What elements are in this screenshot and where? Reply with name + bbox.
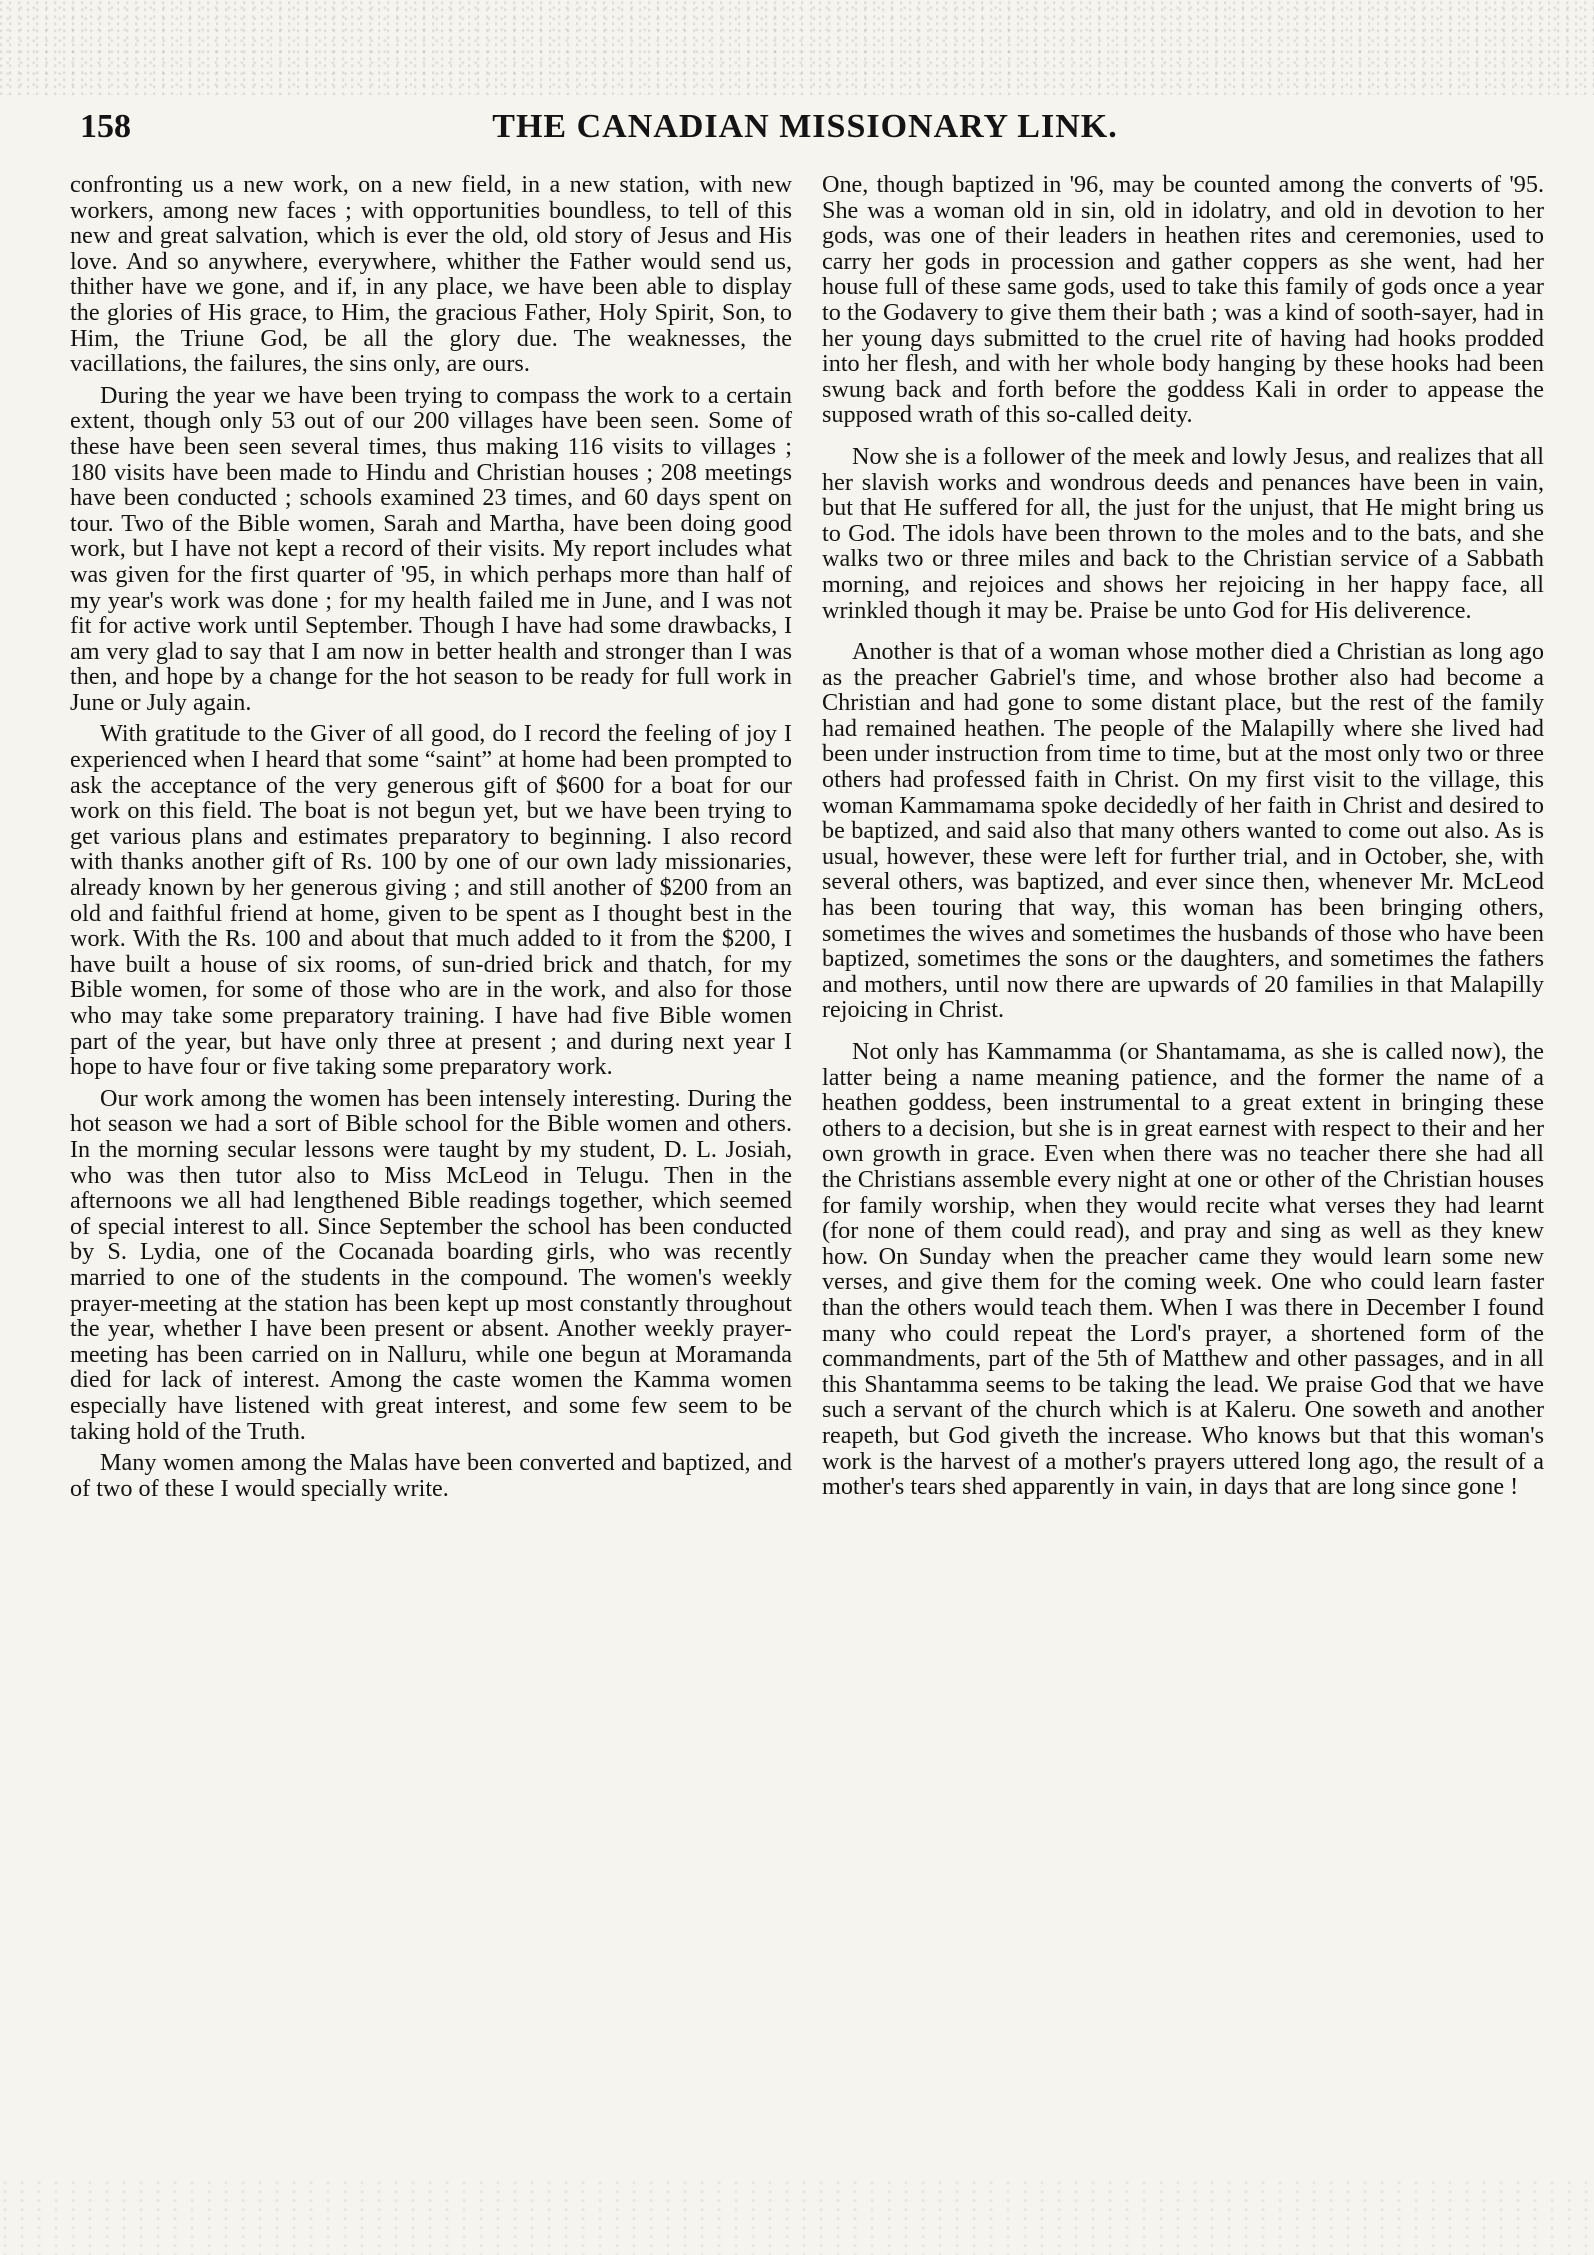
paper-speckle-top — [0, 0, 1594, 95]
right-column — [822, 172, 1544, 1506]
paragraph: Now she is a follower of the meek and lowly Jesus, and realizes that all her slavish works and wondrous deeds and penances have been in vain, but that He suffered for all, the just for the unjust, that He might bring us to God. The idols have been thrown to the moles and to the bats, and she walks two or three miles and back to the Christian service of a Sabbath morning, and rejoices and shows her rejoicing in her happy face, all wrinkled though it may be. Praise be unto God for His deliverence. — [822, 442, 1544, 624]
paragraph: Not only has Kammamma (or Shantamama, as she is called now), the latter being a name meaning patience, and the former the name of a heathen goddess, been instrumental to a great extent in bringing these others to a decision, but she is in great earnest with respect to their and her own growth in grace. Even when there was no teacher there she had all the Christians assemble every night at one or other of the Christian houses for family worship, when they would recite what verses they had learnt (for none of them could read), and pray and sing as well as they knew how. On Sunday when the preacher came they would learn some new verses, and give them for the coming week. One who could learn faster than the others would teach them. When I was there in December I found many who could repeat the Lord's prayer, a shortened form of the commandments, part of the 5th of Matthew and other passages, and in all this Shantamma seems to be taking the lead. We praise God that we have such a servant of the church which is at Kaleru. One soweth and another reapeth, but God giveth the increase. Who knows but that this woman's work is the harvest of a mother's prayers uttered long ago, the result of a mother's tears shed apparently in vain, in days that are long since gone ! — [822, 1038, 1544, 1501]
paragraph: Many women among the Malas have been converted and baptized, and of two of these I would specially write. — [70, 1449, 792, 1502]
paragraph: During the year we have been trying to compass the work to a certain extent, though only 53 out of our 200 villages have been seen. Some of these have been seen several times, thus making 116 visits to villages ; 180 visits have been made to Hindu and Christian houses ; 208 meetings have been conducted ; schools examined 23 times, and 60 days spent on tour. Two of the Bible women, Sarah and Martha, have been doing good work, but I have not kept a record of their visits. My report includes what was given for the first quarter of '95, in which perhaps more than half of my year's work was done ; for my health failed me in June, and I was not fit for active work until September. Though I have had some drawbacks, I am very glad to say that I am now in better health and stronger than I was then, and hope by a change for the hot season to be ready for full work in June or July again. — [70, 381, 792, 716]
paragraph: With gratitude to the Giver of all good, do I record the feeling of joy I experienced when I heard that some “saint” at home had been prompted to ask the acceptance of the very generous gift of $600 for a boat for our work on this field. The boat is not begun yet, but we have been trying to get various plans and estimates preparatory to beginning. I also record with thanks another gift of Rs. 100 by one of our own lady missionaries, already known by her generous giving ; and still another of $200 from an old and faithful friend at home, given to be spent as I thought best in the work. With the Rs. 100 and about that much added to it from the $200, I have built a house of six rooms, of sun-dried brick and thatch, for my Bible women, for some of those who are in the work, and also for those who may take some preparatory training. I have had five Bible women part of the year, but have only three at present ; and during next year I hope to have four or five taking some preparatory work. — [70, 720, 792, 1081]
journal-title: THE CANADIAN MISSIONARY LINK. — [492, 108, 1118, 145]
paragraph: confronting us a new work, on a new field, in a new station, with new workers, among new faces ; with opportunities boundless, to tell of this new and great salvation, which is ever the old, old story of Jesus and His love. And so anywhere, everywhere, whither the Father would send us, thither have we gone, and if, in any place, we have been able to display the glories of His grace, to Him, the gracious Father, Holy Spirit, Son, to Him, the Triune God, be all the glory due. The weaknesses, the vacillations, the failures, the sins only, are ours. — [70, 171, 792, 378]
paragraph: Another is that of a woman whose mother died a Christian as long ago as the preacher Gabriel's time, and whose brother also had become a Christian and had gone to some distant place, but the rest of the family had remained heathen. The people of the Malapilly where she lived had been under instruction from time to time, but at the most only two or three others had professed faith in Christ. On my first visit to the village, this woman Kammamama spoke decidedly of her faith in Christ and desired to be baptized, and said also that many others wanted to come out also. As is usual, however, these were left for further trial, and in October, she, with several others, was baptized, and ever since then, whenever Mr. McLeod has been touring that way, this woman has been bringing others, sometimes the wives and sometimes the husbands of those who have been baptized, sometimes the sons or the daughters, and sometimes the fathers and mothers, until now there are upwards of 20 families in that Malapilly rejoicing in Christ. — [822, 638, 1544, 1024]
paragraph: One, though baptized in '96, may be counted among the converts of '95. She was a woman old in sin, old in idolatry, and old in devotion to her gods, was one of their leaders in heathen rites and ceremonies, used to carry her gods in procession and gather coppers as she went, had her house full of these same gods, used to take this family of gods once a year to the Godavery to give them their bath ; was a kind of sooth-sayer, had in her young days submitted to the cruel rite of having had hooks prodded into her flesh, and with her whole body hanging by these hooks had been swung back and forth before the goddess Kali in order to appease the supposed wrath of this so-called deity. — [822, 171, 1544, 429]
page-header — [60, 108, 1550, 158]
paper-speckle-bottom — [0, 2180, 1594, 2255]
paragraph: Our work among the women has been intensely interesting. During the hot season we had a sort of Bible school for the Bible women and others. In the morning secular lessons were taught by my student, D. L. Josiah, who was then tutor also to Miss McLeod in Telugu. Then in the afternoons we all had lengthened Bible readings together, which seemed of special interest to all. Since September the school has been conducted by S. Lydia, one of the Cocanada boarding girls, who was recently married to one of the students in the compound. The women's weekly prayer-meeting at the station has been kept up most constantly throughout the year, whether I have been present or absent. Another weekly prayer-meeting has been carried on in Nalluru, while one begun at Moramanda died for lack of interest. Among the caste women the Kamma women especially have listened with great interest, and some few seem to be taking hold of the Truth. — [70, 1084, 792, 1445]
left-column — [70, 172, 792, 1507]
page-number: 158 — [80, 108, 131, 145]
